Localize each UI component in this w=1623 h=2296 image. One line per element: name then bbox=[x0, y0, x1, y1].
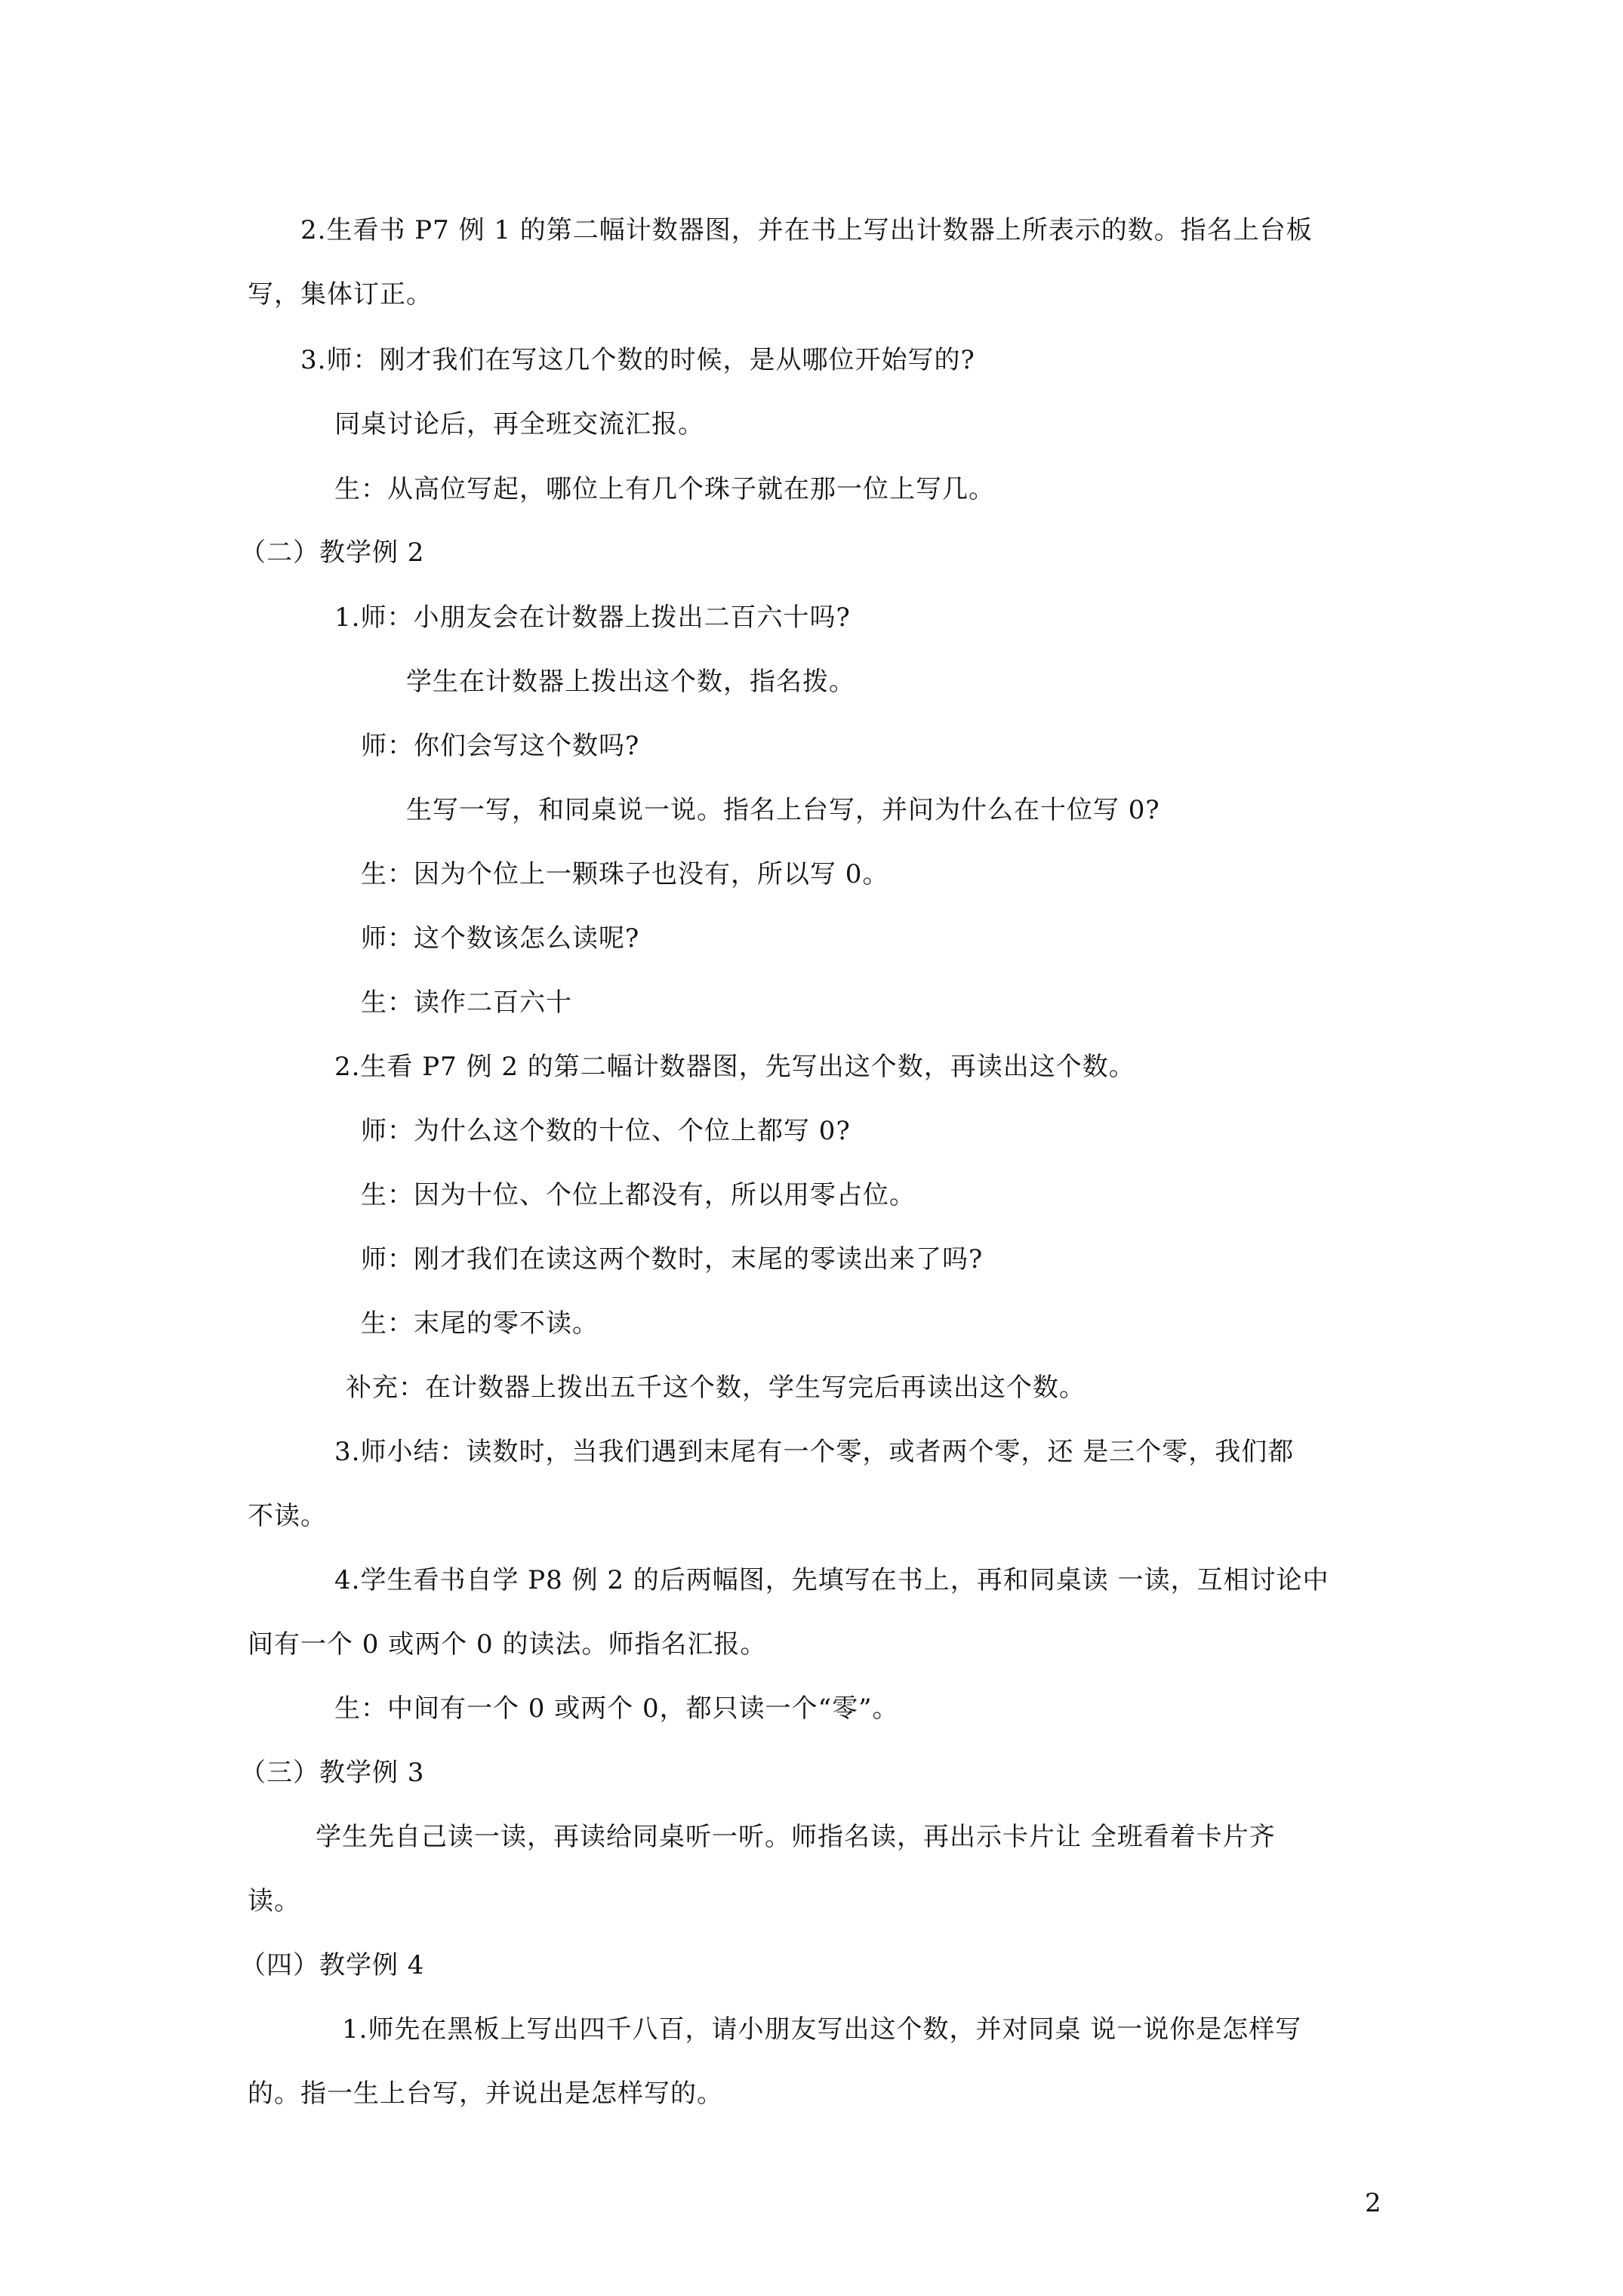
text-line: 不读。 bbox=[248, 1501, 327, 1531]
text-line: 同桌讨论后，再全班交流汇报。 bbox=[334, 409, 704, 439]
text-line: 生：因为个位上一颗珠子也没有，所以写 0。 bbox=[361, 859, 889, 889]
text-line: 生：末尾的零不读。 bbox=[361, 1308, 599, 1339]
text-line: 读。 bbox=[248, 1886, 300, 1916]
text-line: 1.师：小朋友会在计数器上拨出二百六十吗? bbox=[334, 603, 851, 633]
text-line: 师：为什么这个数的十位、个位上都写 0? bbox=[361, 1116, 851, 1146]
section-heading: （二）教学例 2 bbox=[240, 538, 425, 568]
text-line: 师：这个数该怎么读呢? bbox=[361, 923, 640, 954]
text-line: 的。指一生上台写，并说出是怎样写的。 bbox=[248, 2079, 723, 2109]
text-line: 写，集体订正。 bbox=[248, 279, 433, 310]
section-heading: （三）教学例 3 bbox=[240, 1758, 425, 1788]
section-heading: （四）教学例 4 bbox=[240, 1950, 425, 1980]
text-line: 师：你们会写这个数吗? bbox=[361, 731, 640, 761]
text-line: 生：因为十位、个位上都没有，所以用零占位。 bbox=[361, 1180, 916, 1210]
text-line: 学生先自己读一读，再读给同桌听一听。师指名读，再出示卡片让 全班看着卡片齐 bbox=[316, 1822, 1276, 1852]
text-line: 生：中间有一个 0 或两个 0，都只读一个“零”。 bbox=[334, 1693, 899, 1724]
text-line: 生写一写，和同桌说一说。指名上台写，并问为什么在十位写 0? bbox=[406, 795, 1160, 825]
text-line: 2.生看 P7 例 2 的第二幅计数器图，先写出这个数，再读出这个数。 bbox=[334, 1052, 1135, 1082]
text-line: 2.生看书 P7 例 1 的第二幅计数器图，并在书上写出计数器上所表示的数。指名上台板 bbox=[300, 215, 1313, 245]
text-line: 生：读作二百六十 bbox=[361, 988, 572, 1018]
text-line: 4.学生看书自学 P8 例 2 的后两幅图，先填写在书上，再和同桌读 一读，互相讨论中 bbox=[334, 1565, 1329, 1595]
text-line: 1.师先在黑板上写出四千八百，请小朋友写出这个数，并对同桌 说一说你是怎样写 bbox=[342, 2014, 1302, 2045]
text-line: 师：刚才我们在读这两个数时，末尾的零读出来了吗? bbox=[361, 1244, 984, 1274]
text-line: 3.师：刚才我们在写这几个数的时候，是从哪位开始写的? bbox=[300, 345, 975, 375]
text-line: 间有一个 0 或两个 0 的读法。师指名汇报。 bbox=[248, 1629, 767, 1660]
text-line: 3.师小结：读数时，当我们遇到末尾有一个零，或者两个零，还 是三个零，我们都 bbox=[334, 1437, 1295, 1467]
text-line: 学生在计数器上拨出这个数，指名拨。 bbox=[406, 667, 855, 697]
text-line: 生：从高位写起，哪位上有几个珠子就在那一位上写几。 bbox=[334, 474, 995, 504]
text-line: 补充：在计数器上拨出五千这个数，学生写完后再读出这个数。 bbox=[346, 1373, 1086, 1403]
page-number: 2 bbox=[1365, 2188, 1381, 2218]
